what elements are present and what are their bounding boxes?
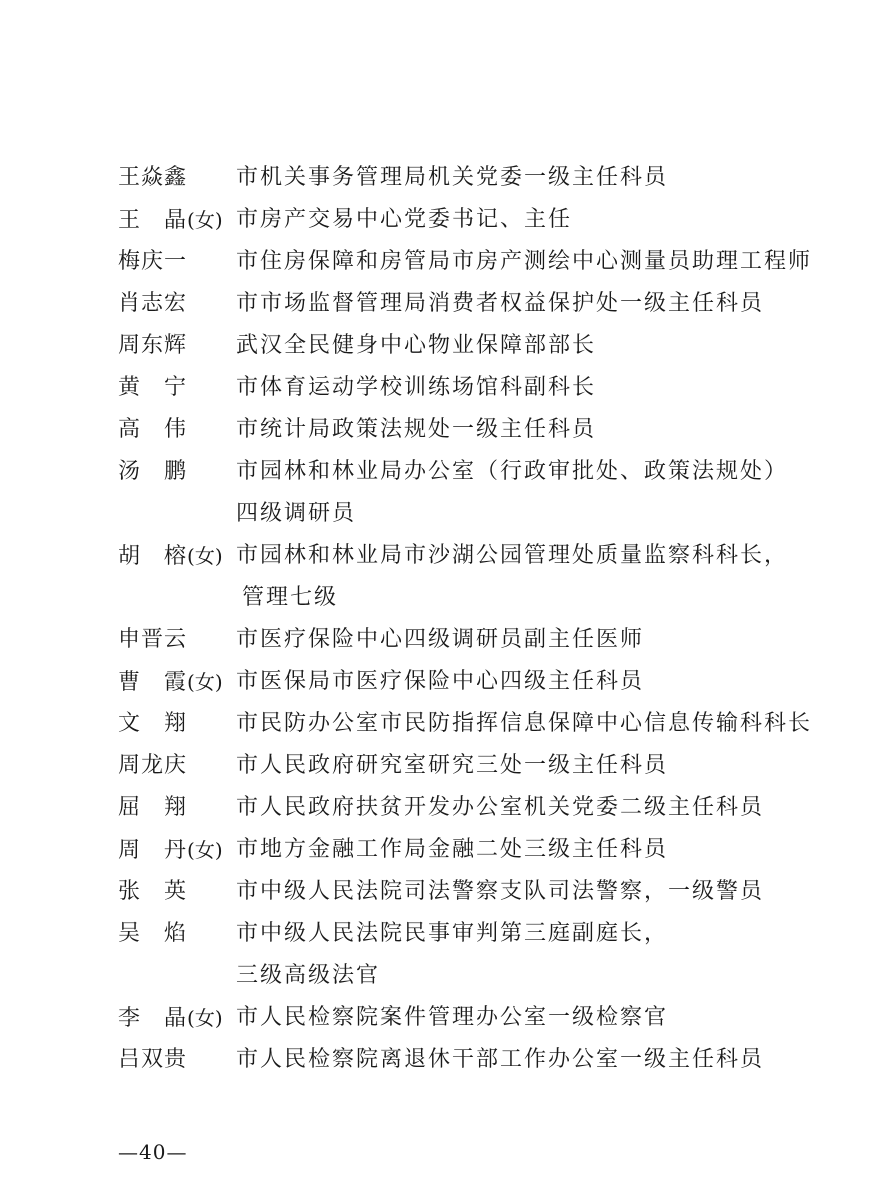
roster-entry [118, 703, 813, 745]
person-name [118, 703, 236, 745]
roster-entry [118, 1039, 798, 1081]
roster-entry [118, 241, 813, 283]
person-name [118, 409, 236, 451]
roster-entry [118, 997, 798, 1039]
title-continuation-line: 四级调研员 [236, 501, 357, 526]
title-line: 市中级人民法院民事审判第三庭副庭长， [236, 921, 669, 946]
person-name-text: 吕双贵 [118, 1047, 188, 1072]
roster-entry [118, 619, 798, 661]
person-name-text: 高 伟 [118, 417, 188, 442]
person-name [118, 325, 236, 367]
person-title [236, 283, 798, 325]
person-title [236, 913, 798, 997]
person-name [118, 199, 236, 242]
person-title [236, 535, 798, 619]
title-line: 市人民政府扶贫开发办公室机关党委二级主任科员 [236, 795, 765, 820]
title-line: 市统计局政策法规处一级主任科员 [236, 417, 597, 442]
gender-note: (女) [187, 838, 223, 862]
person-name [118, 157, 236, 199]
person-title [236, 451, 798, 535]
person-name [118, 283, 236, 325]
person-title [236, 661, 798, 703]
title-line: 市中级人民法院司法警察支队司法警察，一级警员 [236, 879, 765, 904]
title-line: 市民防办公室市民防指挥信息保障中心信息传输科科长 [236, 711, 813, 736]
person-name-text: 李 晶 [118, 1006, 188, 1031]
person-name [118, 745, 236, 787]
roster-entry [118, 787, 798, 829]
person-name-text: 屈 翔 [118, 795, 188, 820]
roster-entry [118, 661, 798, 703]
title-line: 市园林和林业局市沙湖公园管理处质量监察科科长， [236, 543, 789, 568]
person-title [236, 829, 798, 871]
gender-note: (女) [187, 208, 223, 232]
title-line: 市人民检察院案件管理办公室一级检察官 [236, 1005, 669, 1030]
person-name-text: 曹 霞 [118, 670, 188, 695]
title-line: 市医保局市医疗保险中心四级主任科员 [236, 669, 645, 694]
title-line: 市房产交易中心党委书记、主任 [236, 207, 573, 232]
person-name [118, 661, 236, 704]
roster-entry [118, 409, 798, 451]
person-name-text: 吴 焰 [118, 921, 188, 946]
title-line: 市机关事务管理局机关党委一级主任科员 [236, 165, 669, 190]
person-name [118, 367, 236, 409]
roster-entry [118, 535, 798, 619]
title-line: 市人民检察院离退休干部工作办公室一级主任科员 [236, 1047, 765, 1072]
page-number: —40— [118, 1140, 188, 1164]
title-continuation-line: 管理七级 [242, 585, 339, 610]
person-name [118, 535, 236, 578]
person-title [236, 157, 798, 199]
person-name-text: 周东辉 [118, 333, 188, 358]
title-line: 市医疗保险中心四级调研员副主任医师 [236, 627, 645, 652]
person-name-text: 王 晶 [118, 208, 188, 233]
title-line: 市人民政府研究室研究三处一级主任科员 [236, 753, 669, 778]
gender-note: (女) [187, 670, 223, 694]
person-title [236, 199, 798, 241]
person-title [236, 703, 813, 745]
title-line: 市市场监督管理局消费者权益保护处一级主任科员 [236, 291, 765, 316]
person-title [236, 619, 798, 661]
roster-entry [118, 283, 798, 325]
title-line: 市住房保障和房管局市房产测绘中心测量员助理工程师 [236, 249, 813, 274]
title-line: 市体育运动学校训练场馆科副科长 [236, 375, 597, 400]
person-title [236, 367, 798, 409]
person-name-text: 张 英 [118, 879, 188, 904]
person-title [236, 325, 798, 367]
person-name-text: 申晋云 [118, 627, 188, 652]
person-title [236, 997, 798, 1039]
gender-note: (女) [187, 544, 223, 568]
person-title [236, 787, 798, 829]
title-line: 市园林和林业局办公室（行政审批处、政策法规处） [236, 459, 789, 484]
person-name [118, 997, 236, 1040]
person-name [118, 913, 236, 955]
person-name-text: 周龙庆 [118, 753, 188, 778]
person-name-text: 梅庆一 [118, 249, 188, 274]
person-name [118, 241, 236, 283]
title-line: 武汉全民健身中心物业保障部部长 [236, 333, 597, 358]
person-name-text: 汤 鹏 [118, 459, 188, 484]
roster-entry [118, 913, 798, 997]
person-title [236, 241, 813, 283]
person-name-text: 周 丹 [118, 838, 188, 863]
roster-entry [118, 199, 798, 241]
person-name-text: 王焱鑫 [118, 165, 188, 190]
person-name [118, 1039, 236, 1081]
person-name [118, 829, 236, 872]
roster-entry [118, 745, 798, 787]
person-name [118, 871, 236, 913]
person-name-text: 文 翔 [118, 711, 188, 736]
roster-entry [118, 367, 798, 409]
person-name-text: 黄 宁 [118, 375, 188, 400]
person-name [118, 619, 236, 661]
person-title [236, 745, 798, 787]
person-name-text: 胡 榕 [118, 544, 188, 569]
roster-entry [118, 451, 798, 535]
person-title [236, 871, 798, 913]
personnel-roster [118, 157, 813, 1081]
person-name-text: 肖志宏 [118, 291, 188, 316]
person-name [118, 787, 236, 829]
roster-entry [118, 157, 798, 199]
roster-entry [118, 325, 798, 367]
person-name [118, 451, 236, 493]
gender-note: (女) [187, 1006, 223, 1030]
title-continuation-line: 三级高级法官 [236, 963, 381, 988]
roster-entry [118, 871, 798, 913]
person-title [236, 409, 798, 451]
roster-entry [118, 829, 798, 871]
title-line: 市地方金融工作局金融二处三级主任科员 [236, 837, 669, 862]
person-title [236, 1039, 798, 1081]
